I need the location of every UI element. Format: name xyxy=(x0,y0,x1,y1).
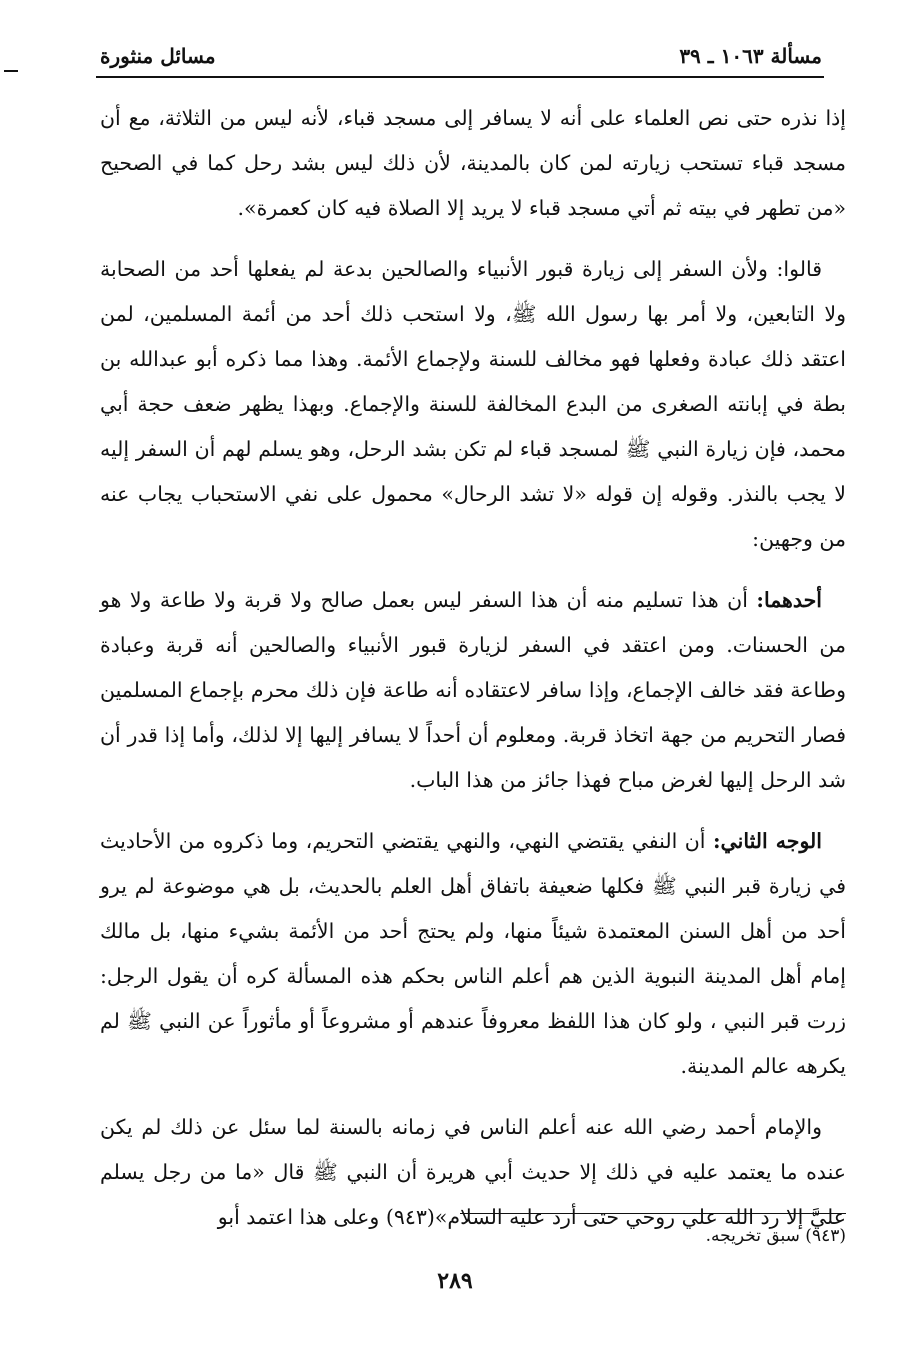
margin-mark xyxy=(4,70,18,72)
paragraph-4 xyxy=(100,819,846,1089)
paragraph-2-text: قالوا: ولأن السفر إلى زيارة قبور الأنبياء والصالحين بدعة لم يفعلها أحد من الصحابة ولا التابعين، ولا أمر بها رسول الله ﷺ، ولا استحب ذلك أحد من أئمة المسلمين، لمن اعتقد ذلك عبادة وفعلها فهو مخالف للسنة ولإجماع الأئمة. وهذا مما ذكره أبو عبدالله بن بطة في إبانته الصغرى من البدع المخالفة للسنة والإجماع. وبهذا يظهر ضعف حجة أبي محمد، فإن زيارة النبي ﷺ لمسجد قباء لم تكن بشد الرحل، وهو يسلم لهم أن السفر إليه لا يجب بالنذر. وقوله إن قوله «لا تشد الرحال» محمول على نفي الاستحباب يجاب عنه من وجهين: xyxy=(100,257,846,551)
body-text xyxy=(100,96,846,1256)
header-rule xyxy=(96,76,824,78)
section-title: مسائل منثورة xyxy=(100,44,216,68)
running-header xyxy=(100,28,822,68)
paragraph-2 xyxy=(100,247,846,562)
page-number: ٢٨٩ xyxy=(437,1268,473,1294)
paragraph-1 xyxy=(100,96,846,231)
paragraph-3-text: أن هذا تسليم منه أن هذا السفر ليس بعمل صالح ولا قربة ولا طاعة ولا هو من الحسنات. ومن اعتقد في السفر لزيارة قبور الأنبياء والصالحين أنه قربة وعبادة وطاعة فقد خالف الإجماع، وإذا سافر لاعتقاده أنه طاعة فإن ذلك محرم بإجماع المسلمين فصار التحريم من جهة اتخاذ قربة. ومعلوم أن أحداً لا يسافر إليها إلا لذلك، وأما إذا قدر أن شد الرحل إليها لغرض مباح فهذا جائز من هذا الباب. xyxy=(100,588,846,792)
paragraph-3-lead: أحدهما: xyxy=(756,588,822,612)
issue-label: مسألة ١٠٦٣ ـ ٣٩ xyxy=(679,44,822,68)
paragraph-4-lead: الوجه الثاني: xyxy=(712,829,822,853)
footnote-rule xyxy=(460,1213,846,1214)
paragraph-4-text: أن النفي يقتضي النهي، والنهي يقتضي التحريم، وما ذكروه من الأحاديث في زيارة قبر النبي ﷺ فكلها ضعيفة باتفاق أهل العلم بالحديث، بل هي موضوعة لم يرو أحد من أهل السنن المعتمدة شيئاً منها، ولم يحتج أحد من الأئمة بشيء منها، بل مالك إمام أهل المدينة النبوية الذين هم أعلم الناس بحكم هذه المسألة كره أن يقول الرجل: زرت قبر النبي ، ولو كان هذا اللفظ معروفاً عندهم أو مشروعاً أو مأثوراً عن النبي ﷺ لم يكرهه عالم المدينة. xyxy=(100,829,846,1078)
footnote: (٩٤٣) سبق تخريجه. xyxy=(705,1226,846,1246)
paragraph-5-text: والإمام أحمد رضي الله عنه أعلم الناس في زمانه بالسنة لما سئل عن ذلك لم يكن عنده ما يعتمد عليه في ذلك إلا حديث أبي هريرة أن النبي ﷺ قال «ما من رجل يسلم عليَّ إلا رد الله علي روحي حتى أرد عليه السلام»(٩٤٣) وعلى هذا اعتمد أبو xyxy=(100,1115,846,1229)
paragraph-5 xyxy=(100,1105,846,1240)
paragraph-3 xyxy=(100,578,846,803)
paragraph-1-text: إذا نذره حتى نص العلماء على أنه لا يسافر إلى مسجد قباء، لأنه ليس من الثلاثة، مع أن مسجد قباء تستحب زيارته لمن كان بالمدينة، لأن ذلك ليس بشد رحل كما في الصحيح «من تطهر في بيته ثم أتي مسجد قباء لا يريد إلا الصلاة فيه كان كعمرة». xyxy=(100,106,846,220)
